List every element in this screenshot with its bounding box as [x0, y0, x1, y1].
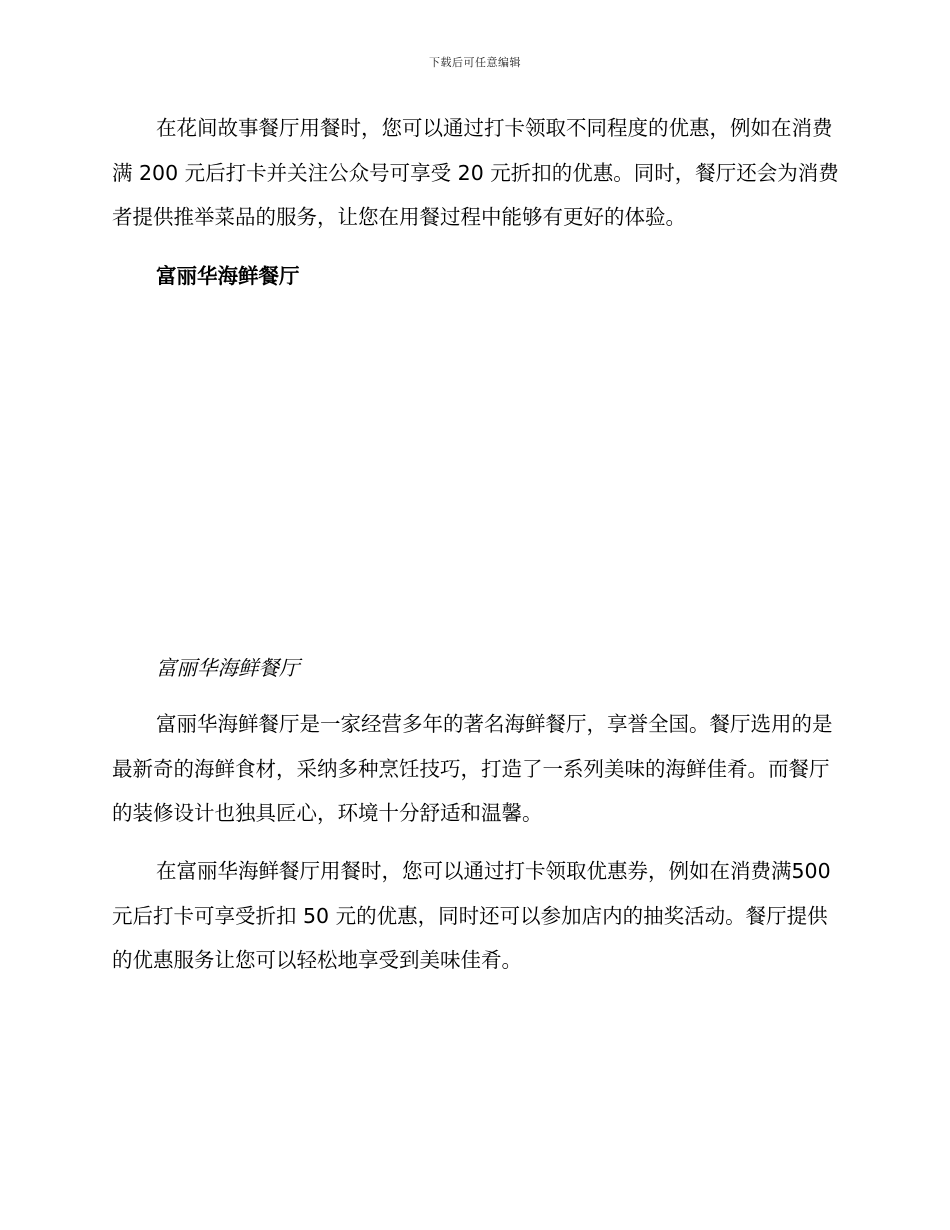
image-caption: 富丽华海鲜餐厅: [156, 656, 300, 680]
restaurant-image-area: [112, 300, 840, 640]
paragraph-huajian-discount: 在花间故事餐厅用餐时，您可以通过打卡领取不同程度的优惠，例如在消费满 200 元后打卡并关注公众号可享受 20 元折扣的优惠。同时，餐厅还会为消费者提供推举菜品的服务，让您在用餐过程中能够有更好的体验。: [112, 116, 839, 229]
paragraph-fulihua-intro: 富丽华海鲜餐厅是一家经营多年的著名海鲜餐厅，享誉全国。餐厅选用的是最新奇的海鲜食材，采纳多种烹饪技巧，打造了一系列美味的海鲜佳肴。而餐厅的装修设计也独具匠心，环境十分舒适和温馨。: [112, 712, 833, 825]
section-heading-fulihua: 富丽华海鲜餐厅: [156, 264, 300, 288]
page-header-note: 下载后可任意编辑: [429, 56, 521, 69]
paragraph-fulihua-discount: 在富丽华海鲜餐厅用餐时，您可以通过打卡领取优惠券，例如在消费满500 元后打卡可享受折扣 50 元的优惠，同时还可以参加店内的抽奖活动。餐厅提供的优惠服务让您可以轻松地享受到美味佳肴。: [112, 859, 831, 972]
